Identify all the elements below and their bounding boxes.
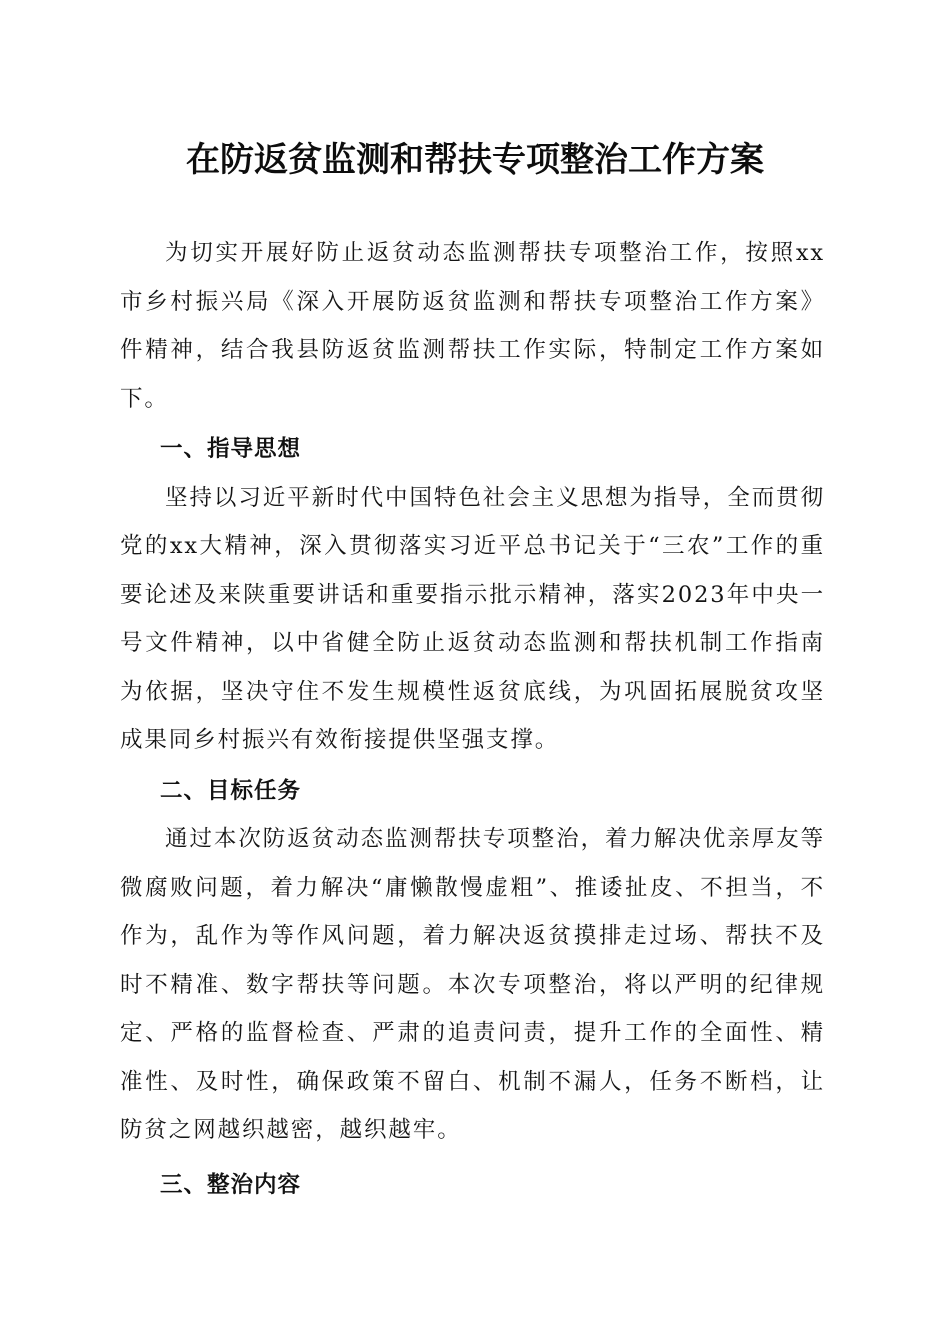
section-body-guiding-ideology: 坚持以习近平新时代中国特色社会主义思想为指导，全而贯彻党的xx大精神，深入贯彻落实习近平总书记关于“三农”工作的重要论述及来陕重要讲话和重要指示批示精神，落实2023年中央一号文件精神，以中省健全防止返贫动态监测和帮扶机制工作指南为依据，坚决守住不发生规模性返贫底线，为巩固拓展脱贫攻坚成果同乡村振兴有效衔接提供坚强支撑。 [120,484,825,753]
section-heading-rectification-content: 三、整治内容 [160,1171,302,1198]
intro-paragraph: 为切实开展好防止返贫动态监测帮扶专项整治工作，按照xx市乡村振兴局《深入开展防返贫监测和帮扶专项整治工作方案》件精神，结合我县防返贫监测帮扶工作实际，特制定工作方案如下。 [120,240,825,412]
document-title: 在防返贫监测和帮扶专项整治工作方案 [186,140,764,180]
section-body-goals-tasks: 通过本次防返贫动态监测帮扶专项整治，着力解决优亲厚友等微腐败问题，着力解决“庸懒散慢虚粗”、推诿扯皮、不担当，不作为，乱作为等作风问题，着力解决返贫摸排走过场、帮扶不及时不精准、数字帮扶等问题。本次专项整治，将以严明的纪律规定、严格的监督检查、严肃的追责问责，提升工作的全面性、精准性、及时性，确保政策不留白、机制不漏人，任务不断档，让防贫之网越织越密，越织越牢。 [120,826,825,1143]
section-heading-goals-tasks: 二、目标任务 [160,777,302,804]
section-heading-guiding-ideology: 一、指导思想 [160,436,302,462]
document-body [120,229,825,1209]
